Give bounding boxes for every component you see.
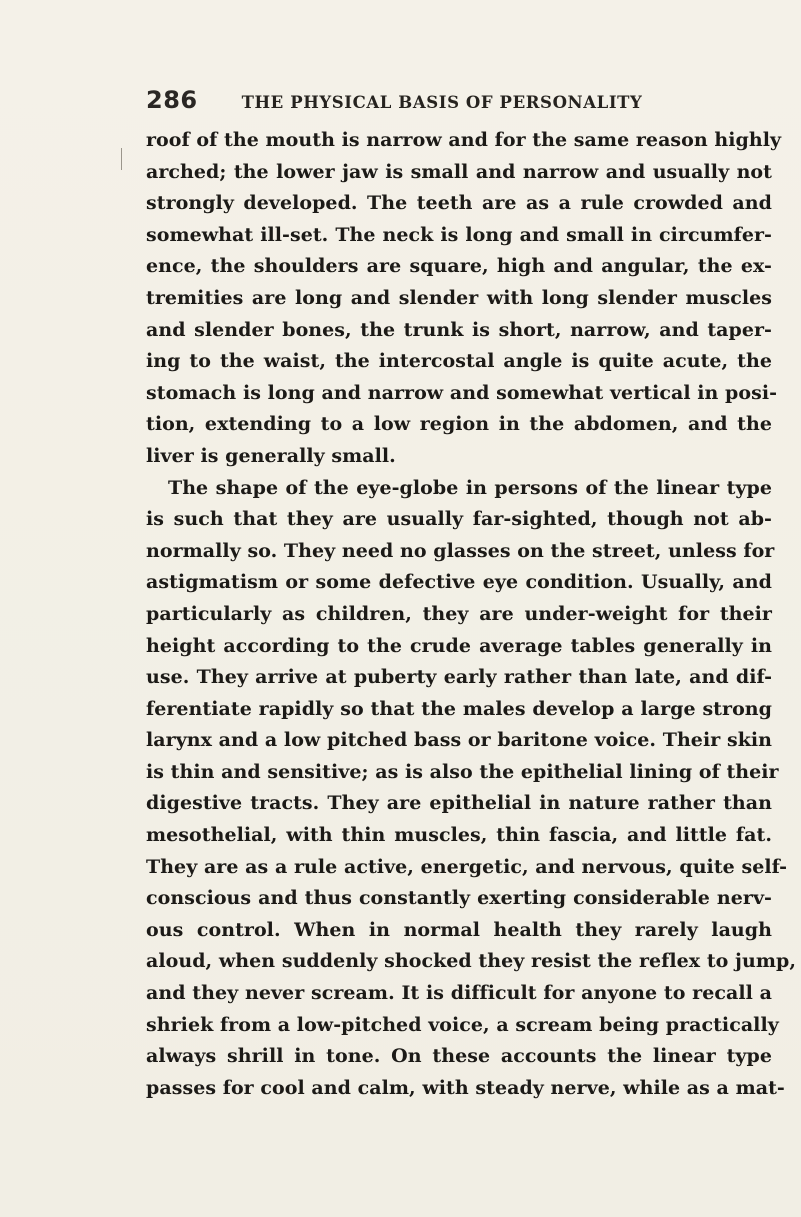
- text-line: stomach is long and narrow and somewhat vertical in posi-: [146, 381, 778, 404]
- text-line: somewhat ill-set. The neck is long and small in circumfer-: [146, 223, 772, 246]
- text-line: passes for cool and calm, with steady nerve, while as a mat-: [146, 1076, 785, 1099]
- text-line: tion, extending to a low region in the abdomen, and the: [146, 413, 772, 436]
- text-line: shriek from a low-pitched voice, a scream being practically: [146, 1013, 779, 1036]
- text-line: tremities are long and slender with long slender muscles: [146, 286, 772, 309]
- text-line-paragraph-start: The shape of the eye-globe in persons of the linear type: [168, 476, 772, 499]
- text-line: normally so. They need no glasses on the street, unless for: [146, 539, 775, 562]
- text-line-paragraph-end: liver is generally small.: [146, 444, 396, 467]
- text-line: and they never scream. It is difficult for anyone to recall a: [146, 982, 772, 1005]
- margin-mark: [121, 148, 122, 170]
- text-line: height according to the crude average tables generally in: [146, 634, 772, 657]
- text-line: aloud, when suddenly shocked they resist the reflex to jump,: [146, 950, 796, 973]
- page-header: [146, 86, 766, 118]
- text-line: ferentiate rapidly so that the males develop a large strong: [146, 697, 772, 720]
- text-line: strongly developed. The teeth are as a rule crowded and: [146, 192, 772, 215]
- text-line: roof of the mouth is narrow and for the same reason highly: [146, 129, 782, 151]
- text-line: astigmatism or some defective eye condition. Usually, and: [146, 571, 772, 594]
- body-text: [146, 125, 796, 1104]
- running-head: THE PHYSICAL BASIS OF PERSONALITY: [241, 93, 643, 112]
- text-line: always shrill in tone. On these accounts the linear type: [146, 1045, 772, 1068]
- text-line: digestive tracts. They are epithelial in nature rather than: [146, 792, 772, 815]
- text-line: arched; the lower jaw is small and narrow and usually not: [146, 160, 772, 183]
- text-line: conscious and thus constantly exerting considerable nerv-: [146, 887, 772, 910]
- page-number: 286: [146, 86, 198, 114]
- text-line: ing to the waist, the intercostal angle is quite acute, the: [146, 350, 772, 373]
- text-line: mesothelial, with thin muscles, thin fascia, and little fat.: [146, 824, 772, 847]
- text-line: is such that they are usually far-sighted, though not ab-: [146, 508, 772, 531]
- text-line: ous control. When in normal health they rarely laugh: [146, 918, 772, 941]
- text-line: larynx and a low pitched bass or baritone voice. Their skin: [146, 729, 773, 752]
- text-line: use. They arrive at puberty early rather than late, and dif-: [146, 666, 772, 689]
- text-line: They are as a rule active, energetic, and nervous, quite self-: [146, 855, 788, 878]
- text-line: and slender bones, the trunk is short, narrow, and taper-: [146, 318, 772, 341]
- text-line: is thin and sensitive; as is also the epithelial lining of their: [146, 760, 779, 783]
- text-line: particularly as children, they are under-weight for their: [146, 602, 772, 625]
- text-line: ence, the shoulders are square, high and angular, the ex-: [146, 255, 772, 278]
